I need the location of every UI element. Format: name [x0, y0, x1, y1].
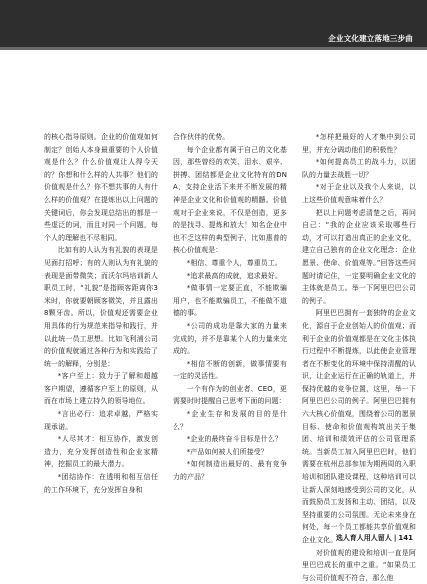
paragraph: 的核心指导原则。企业的价值观如何制定？创始人本身最重要的个人价值观是什么？什么价值观让人得今天的？你想和什么样的人共事？他们的价值观是什么？你不想共事的人有什么样的价值观？在提炼出以上问题的关键词后，你会发现总结出的都是一些虚泛的词，而且对同一个问题，每个人的理解也不尽相同。 [44, 133, 158, 242]
text-column-2 [173, 131, 287, 526]
header-bar [0, 0, 427, 47]
paragraph: *相信、尊重个人，尊重员工。 [186, 258, 282, 267]
paragraph: *言出必行：追求卓越，严格实现承诺。 [44, 410, 158, 431]
paragraph: *企业生存和发展的目的是什么？ [173, 410, 287, 431]
paragraph: *怎样把最好的人才集中到公司里，并充分调动他们的积极性？ [302, 133, 416, 154]
paragraph: 一个有作为的创业者、CEO，更需要时时提醒自己思考下面的问题： [173, 384, 287, 406]
paragraph: *团结协作：在透明和相互信任的工作环境下，充分发挥自身和 [44, 473, 158, 494]
text-column-1 [44, 131, 158, 526]
magazine-name: 选人育人用人留人 [335, 534, 392, 542]
paragraph: 阿里巴巴拥有一套独特的企业文化，源自于企业创始人的价值观；而利于企业的价值观都是在文化主体执行过程中不断提炼，以此使企业管理者在不断变化的环境中保持清醒的认识，让企业运行在正确的轨道上，并保持优越的竞争位置，这里，举一下阿里巴巴公司的例子。阿里巴巴拥有六大核心价值观，围绕着公司的愿景目标、使命和价值观构筑出关于集团、培训和绩效评估的公司管理系统。当新员工加入阿里巴巴时，他们需要在杭州总部参加为期两周的入职培训和团队建设课程，这种培训可以让新人深刻地感受到公司的文化，从而鼓励员工发扬和主动、团结，以及坚持重要的公司氛围。无论未来身在何处，每一个员工都能共享价值观和企业文化。 [302, 309, 416, 544]
paragraph: *人尽其才：相互协作，激发创造力，充分发挥创造性和企业家精神，挖掘员工的最大潜力。 [44, 435, 158, 469]
paragraph: *产品如何被人们所接受？ [186, 447, 268, 456]
paragraph: *追求最高的成就，追求最好。 [186, 271, 282, 280]
paragraph: 对价值观的建设和培训一直是阿里巴巴成长的重中之重。“如果员工与公司价值观不符合，那么他 [302, 548, 416, 582]
header-divider [0, 47, 427, 50]
paragraph: 每个企业都有属于自己的文化基因，那些曾经的欢笑、泪水、艰辛、拼搏、团结都是企业文化特有的DNA，支持企业活下来并不断发展的精神是企业文化和价值观的精髓。价值观对于企业来说，不仅是创造，更多的是找寻、提炼和放大！知名企业中也不乏这样的典型例子，比如惠普的核心价值观是： [173, 145, 287, 255]
page-footer [336, 533, 413, 543]
paragraph: *公司的成功是靠大家的力量来完成的，并不是靠某个人的力量来完成的。 [173, 321, 287, 356]
footer-separator: | [393, 534, 397, 542]
paragraph: *如何制造出最好的、最有竞争力的产品？ [173, 460, 287, 482]
paragraph: *相信不断的创新，做事情要有一定的灵活性。 [173, 359, 287, 381]
paragraph: *企业的最终奋斗目标是什么？ [186, 435, 282, 444]
paragraph: 合作伙伴的优势。 [173, 133, 230, 141]
paragraph: *做事情一定要正直，不能欺骗用户，也不能欺骗员工，不能做不道德的事。 [173, 284, 287, 318]
paragraph: *如何提高员工的战斗力，以团队的力量去战胜一切？ [302, 158, 416, 179]
paragraph: *对于企业以及我个人来说，以上这些价值观意味着什么？ [302, 183, 416, 204]
page-number: 141 [398, 534, 413, 542]
paragraph: *客户至上：致力于了解和超越客户期望，遵循客户至上的原则，从而在市场上建立持久的领导地位。 [44, 372, 158, 406]
paragraph: 把以上问题考虑清楚之后，再问自己：“我的企业应该采取哪些行动，才可以打造出真正的企业文化，建立自己独有的企业文化理念：企业愿景、使命、价值观等。”回答这些问题时请记住，一定要明确企业文化的主体就是员工。举一下阿里巴巴公司的例子。 [302, 208, 416, 305]
paragraph: 比如有的人认为有礼貌的表现是见面打招呼；有的人则认为有礼貌的表现是面带微笑；而沃尔玛培训新人职员工时，“礼貌”是指顾客距离你3米时，你就要朝顾客微笑，并且露出8颗牙齿。所以，价值观还需要企业用具体的行为规范来指导和践行，并以此统一员工思想。比如飞利浦公司的价值观就通过各种行为和实践给了统一的解释，分别是： [44, 246, 158, 368]
section-title: 企业文化建立落地三步曲 [328, 34, 413, 43]
